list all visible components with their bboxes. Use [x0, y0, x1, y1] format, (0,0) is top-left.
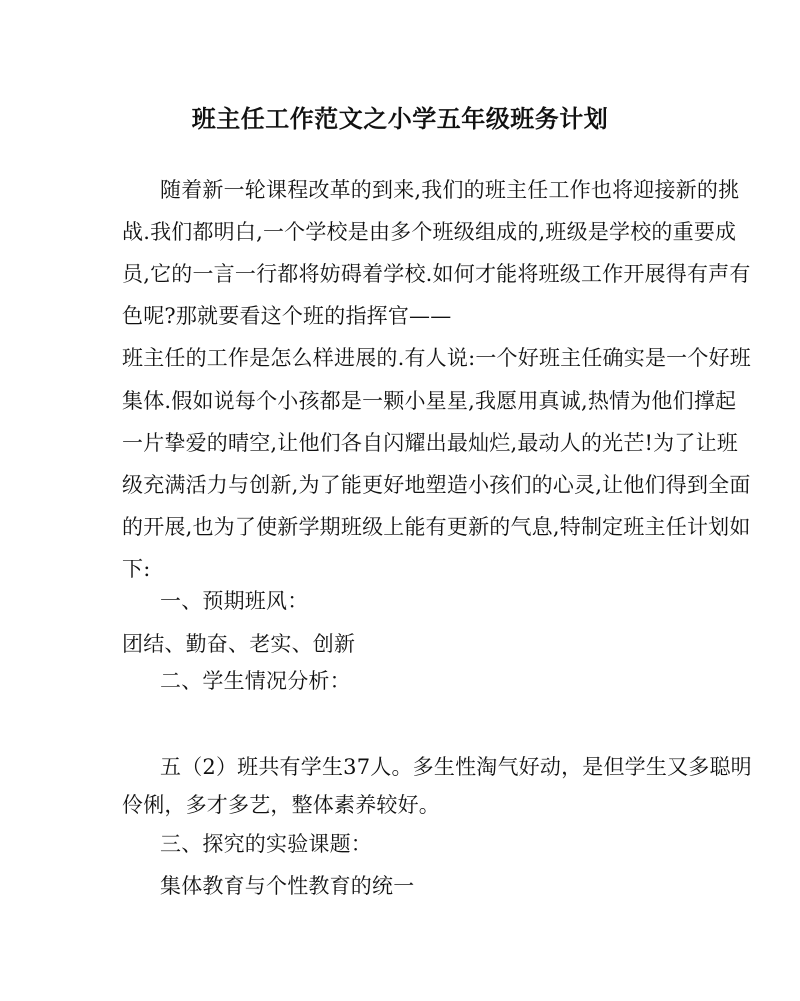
paragraph-2-line-3: 一片挚爱的晴空,让他们各自闪耀出最灿烂,最动人的光芒!为了让班	[122, 431, 738, 455]
paragraph-1-line-2: 战.我们都明白,一个学校是由多个班级组成的,班级是学校的重要成	[122, 220, 737, 244]
paragraph-2-line-6: 下:	[122, 557, 151, 581]
section-2-line-2: 伶俐，多才多艺，整体素养较好。	[122, 793, 440, 817]
section-2-heading: 二、学生情况分析：	[160, 669, 351, 693]
paragraph-1-line-4: 色呢?那就要看这个班的指挥官——	[122, 304, 452, 328]
section-1-text: 团结、勤奋、老实、创新	[122, 632, 356, 656]
paragraph-2-line-4: 级充满活力与创新,为了能更好地塑造小孩们的心灵,让他们得到全面	[122, 473, 751, 497]
paragraph-1-line-3: 员,它的一言一行都将妨碍着学校.如何才能将班级工作开展得有声有	[122, 262, 751, 286]
section-3-text: 集体教育与个性教育的统一	[160, 874, 415, 898]
paragraph-2-line-5: 的开展,也为了使新学期班级上能有更新的气息,特制定班主任计划如	[122, 515, 751, 539]
paragraph-2-line-2: 集体.假如说每个小孩都是一颗小星星,我愿用真诚,热情为他们撑起	[122, 389, 737, 413]
document-title: 班主任工作范文之小学五年级班务计划	[191, 104, 609, 133]
section-3-heading: 三、探究的实验课题：	[160, 832, 372, 856]
paragraph-2-line-1: 班主任的工作是怎么样进展的.有人说:一个好班主任确实是一个好班	[122, 346, 751, 370]
section-1-heading: 一、预期班风：	[160, 589, 309, 613]
paragraph-1-line-1: 随着新一轮课程改革的到来,我们的班主任工作也将迎接新的挑	[160, 178, 740, 202]
section-2-line-1: 五（2）班共有学生37人。多生性淘气好动，是但学生又多聪明	[160, 755, 752, 779]
